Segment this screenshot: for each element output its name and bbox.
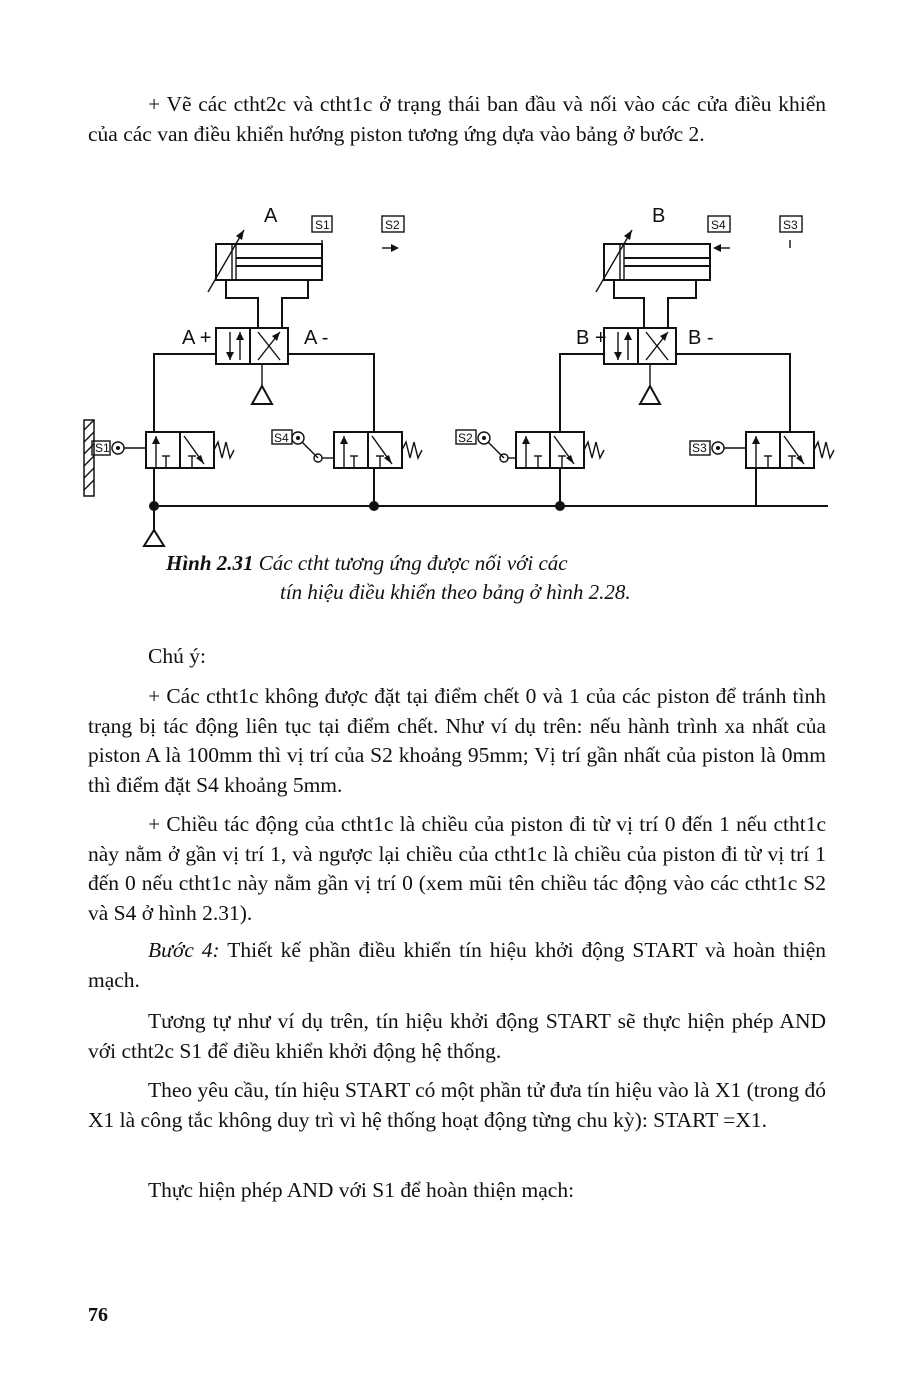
cylinder-b (596, 230, 710, 328)
intro-paragraph: + Vẽ các ctht2c và ctht1c ở trạng thái ban đầu và nối vào các cửa điều khiển của các van điều khiển hướng piston tương ứng dựa vào bảng ở bước 2. (88, 92, 826, 146)
supply-line (144, 468, 828, 546)
caption-text-1: Các ctht tương ứng được nối với các (258, 551, 568, 575)
signal-valve-s2 (456, 430, 604, 468)
figure-number: Hình 2.31 (166, 551, 254, 575)
figure-caption-line2: tín hiệu điều khiển theo bảng ở hình 2.28. (280, 580, 631, 604)
and-paragraph: Tương tự như ví dụ trên, tín hiệu khởi động START sẽ thực hiện phép AND với ctht2c S1 để điều khiển khởi động hệ thống. (88, 1009, 826, 1063)
s4-tag-label: S4 (711, 218, 726, 232)
s2-valve-label: S2 (458, 431, 473, 445)
valve-a (216, 328, 288, 404)
signal-valve-s4 (272, 430, 422, 468)
step4-text: Thiết kế phần điều khiển tín hiệu khởi động START và hoàn thiện mạch. (88, 938, 826, 992)
cylinder-a-label: A (264, 205, 278, 227)
step4-paragraph (88, 936, 826, 995)
s4-valve-label: S4 (274, 431, 289, 445)
page-number: 76 (88, 1304, 108, 1326)
pneumatic-circuit-diagram (0, 0, 916, 560)
line-a-plus (154, 354, 216, 432)
final-paragraph: Thực hiện phép AND với S1 để hoàn thiện mạch: (148, 1178, 575, 1202)
figure-caption-line1 (166, 548, 568, 578)
a-minus-label: A - (304, 327, 329, 349)
step4-label: Bước 4: (148, 938, 220, 962)
valve-b (604, 328, 676, 404)
note-title: Chú ý: (148, 644, 206, 668)
a-plus-label: A + (182, 327, 212, 349)
s3-valve-label: S3 (692, 441, 707, 455)
s2-direction-arrow-icon (382, 244, 399, 252)
s3-tag-label: S3 (783, 218, 798, 232)
note-paragraph-1: + Các ctht1c không được đặt tại điểm chết 0 và 1 của các piston để tránh tình trạng bị tác động liên tục tại điểm chết. Như ví dụ trên: nếu hành trình xa nhất của piston A là 100mm thì vị trí của S2 khoảng 95mm; Vị trí gần nhất của piston là 0mm thì điểm đặt S4 khoảng 5mm. (88, 684, 826, 797)
line-a-minus (288, 354, 374, 432)
b-plus-label: B + (576, 327, 607, 349)
cylinder-a (208, 230, 322, 328)
signal-valve-s1 (84, 420, 234, 496)
signal-valve-s3 (690, 432, 834, 468)
line-b-minus (676, 354, 790, 432)
requirement-paragraph: Theo yêu cầu, tín hiệu START có một phần tử đưa tín hiệu vào là X1 (trong đó X1 là công tắc không duy trì vì hệ thống hoạt động từng chu kỳ): START =X1. (88, 1078, 826, 1132)
s4-direction-arrow-icon (713, 244, 730, 252)
note-paragraph-2: + Chiều tác động của ctht1c là chiều của piston đi từ vị trí 0 đến 1 nếu ctht1c này nằm ở gần vị trí 1, và ngược lại chiều của ctht1c là chiều của piston đi từ vị trí 1 đến 0 nếu ctht1c này nằm gần vị trí 0 (xem mũi tên chiều tác động vào các ctht1c S2 và S4 ở hình 2.31). (88, 812, 826, 925)
b-minus-label: B - (688, 327, 714, 349)
s1-valve-label: S1 (95, 441, 110, 455)
line-b-plus (560, 354, 604, 432)
s2-tag-label: S2 (385, 218, 400, 232)
cylinder-b-label: B (652, 205, 666, 227)
s1-tag-label: S1 (315, 218, 330, 232)
